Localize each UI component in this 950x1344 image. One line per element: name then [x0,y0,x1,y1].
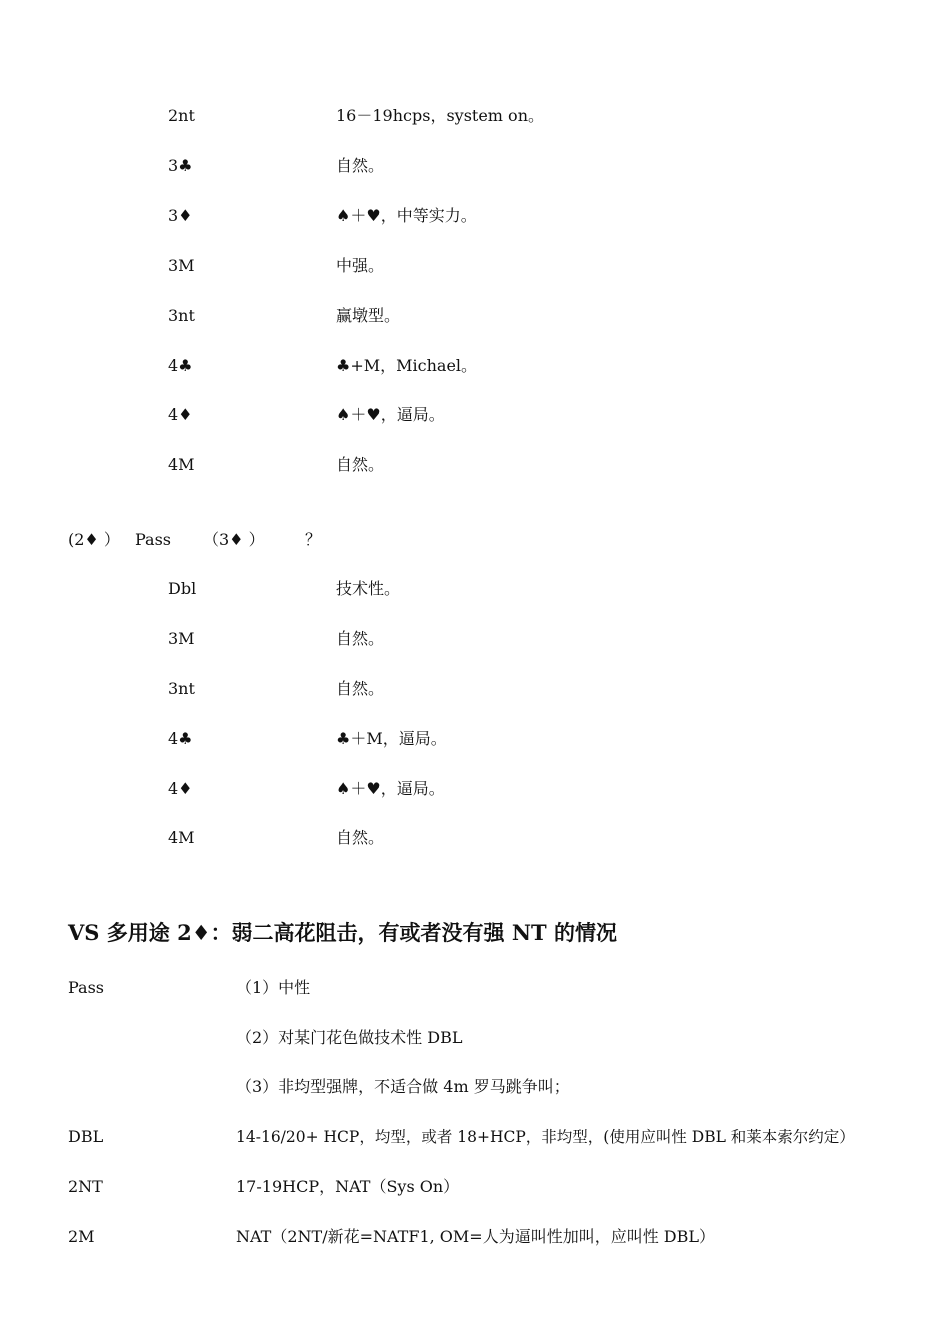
meaning-3nt-b: 自然。 [336,679,385,698]
meaning-2m-c: NAT（2NT/新花=NATF1, OM=人为逼叫性加叫，应叫性 DBL） [236,1227,716,1246]
meaning-4d-b: ♠＋♥，逼局。 [336,779,445,798]
meaning-pass-1: （1）中性 [236,978,311,997]
bid-dbl: Dbl [168,579,197,598]
bid-3nt: 3nt [168,306,195,325]
bid-4d-b: 4♦ [168,779,193,798]
meaning-4m-b: 自然。 [336,828,385,847]
bid-3c: 3♣ [168,156,193,175]
bid-3m-b: 3M [168,629,195,648]
bid-4m: 4M [168,455,195,474]
meaning-4c-b: ♣＋M，逼局。 [336,729,447,748]
section-heading: VS 多用途 2♦：弱二高花阻击，有或者没有强 NT 的情况 [68,920,617,945]
sequence-opponent-raise: （3♦ ） [203,530,265,549]
meaning-4d: ♠＋♥，逼局。 [336,405,445,424]
bid-3nt-b: 3nt [168,679,195,698]
bid-4m-b: 4M [168,828,195,847]
meaning-dbl: 技术性。 [336,579,401,598]
sequence-pass: Pass [135,530,172,549]
meaning-3m-b: 自然。 [336,629,385,648]
meaning-pass-3: （3）非均型强牌，不适合做 4m 罗马跳争叫； [236,1077,570,1096]
bid-pass: Pass [68,978,105,997]
bid-2nt: 2nt [168,106,195,125]
meaning-4c: ♣+M，Michael。 [336,356,478,375]
meaning-3nt: 赢墩型。 [336,306,401,325]
sequence-question: ？ [305,530,322,549]
bid-dbl-c: DBL [68,1127,104,1146]
meaning-3d: ♠＋♥，中等实力。 [336,206,477,225]
meaning-dbl-c: 14-16/20+ HCP，均型，或者 18+HCP，非均型，(使用应叫性 DBL 和莱本索尔约定） [236,1128,855,1146]
meaning-3c: 自然。 [336,156,385,175]
bid-3m: 3M [168,256,195,275]
meaning-pass-2: （2）对某门花色做技术性 DBL [236,1028,463,1047]
bid-2nt-c: 2NT [68,1177,103,1196]
meaning-2nt: 16－19hcps，system on。 [336,106,544,125]
bid-4c: 4♣ [168,356,193,375]
meaning-2nt-c: 17-19HCP，NAT（Sys On） [236,1177,460,1196]
bid-2m-c: 2M [68,1227,95,1246]
meaning-4m: 自然。 [336,455,385,474]
sequence-opponent-bid: (2♦ ） [68,530,120,549]
bid-3d: 3♦ [168,206,193,225]
meaning-3m: 中强。 [336,256,385,275]
bid-4d: 4♦ [168,405,193,424]
bid-4c-b: 4♣ [168,729,193,748]
